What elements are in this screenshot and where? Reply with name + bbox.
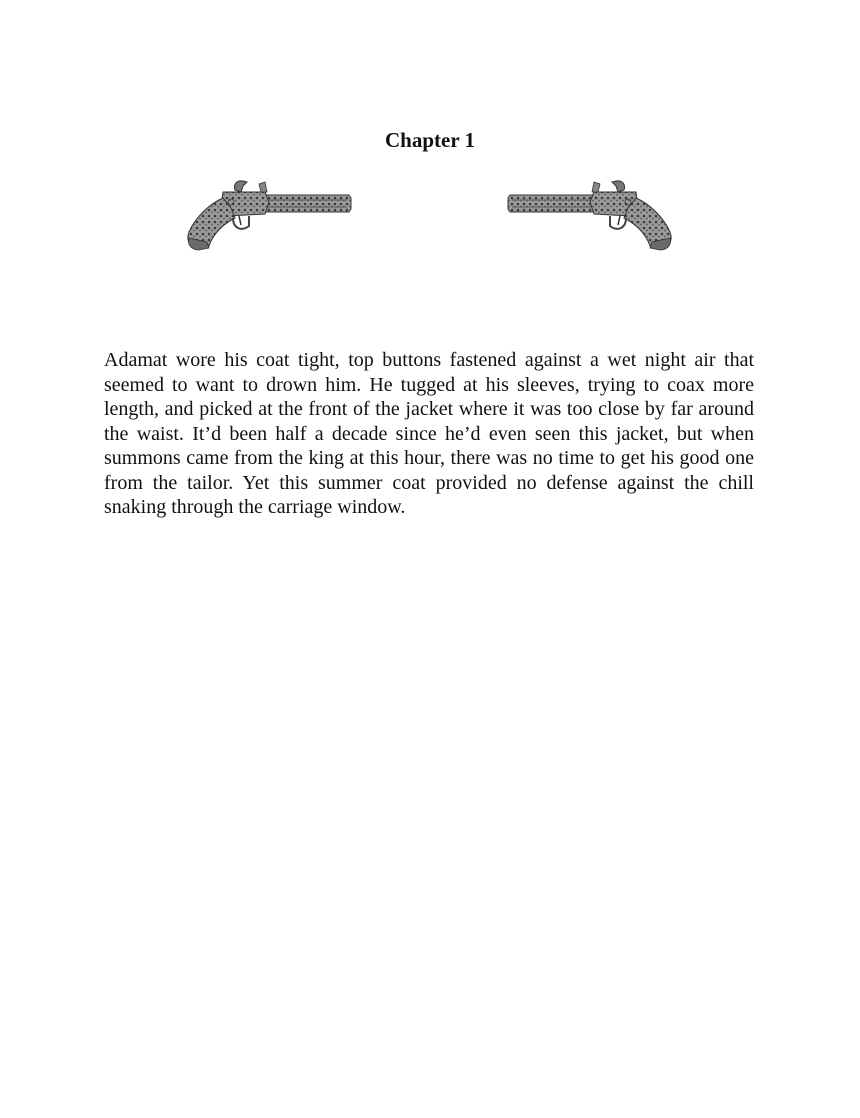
chapter-paragraph: Adamat wore his coat tight, top buttons fastened against a wet night air that seemed to want to drown him. He tugged at his sleeves, trying to coax more length, and picked at the front of the jacket where it was too close by far around the waist. It’d been half a decade since he’d even seen this jacket, but when summons came from the king at this hour, there was no time to get his good one from the tailor. Yet this summer coat provided no defense against the chill snaking through the carriage window.: [104, 349, 754, 518]
flintlock-pistol-icon: [506, 178, 676, 254]
flintlock-pistol-icon: [183, 178, 353, 254]
pistol-ornament-right: [506, 178, 676, 254]
chapter-title: Chapter 1: [384, 128, 476, 152]
pistol-ornament-left: [183, 178, 353, 254]
